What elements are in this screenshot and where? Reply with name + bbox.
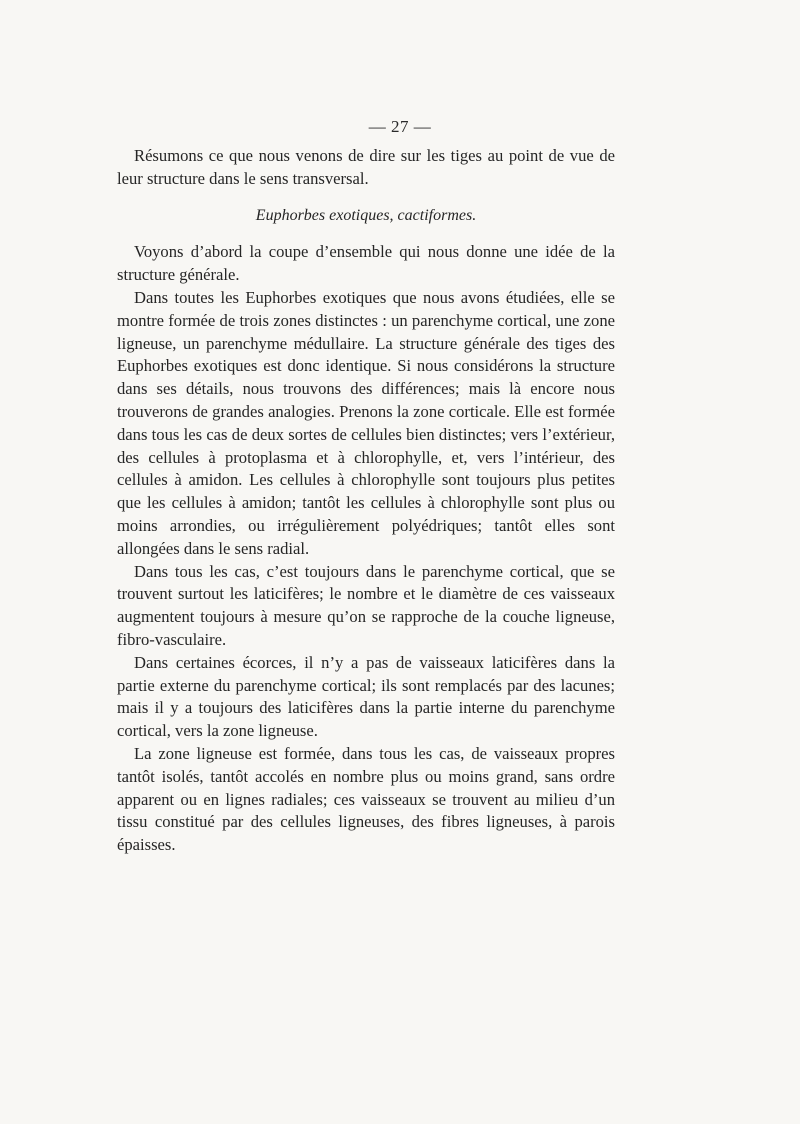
summary-paragraph: Résumons ce que nous venons de dire sur les tiges au point de vue de leur structure dans le sens transversal. [117,146,615,188]
section-heading: Euphorbes exotiques, cactiformes. [255,206,477,224]
paragraph-1: Voyons d’abord la coupe d’ensemble qui nous donne une idée de la structure générale. [117,242,615,285]
page-number: — 27 — [368,117,432,136]
paragraph-3: Dans tous les cas, c’est toujours dans le parenchyme cortical, que se trouvent surtout les laticifères; le nombre et le diamètre de ces vaisseaux augmentent toujours à mesure qu’on se rapproche de la couche ligneuse, fibro-vasculaire. [117,561,615,649]
paragraph-5: La zone ligneuse est formée, dans tous les cas, de vaisseaux propres tantôt isolés, tantôt accolés en nombre plus ou moins grand, sans ordre apparent ou en lignes radiales; ces vaisseaux se trouvent au milieu d’un tissu constitué par des cellules ligneuses, des fibres ligneuses, à parois épaisses. [117,743,615,855]
body-text [117,145,615,857]
paragraph-4: Dans certaines écorces, il n’y a pas de vaisseaux laticifères dans la partie externe du parenchyme cortical; ils sont remplacés par des lacunes; mais il y a toujours des laticifères dans la partie interne du parenchyme cortical, vers la zone ligneuse. [117,652,615,741]
paragraph-2: Dans toutes les Euphorbes exotiques que nous avons étudiées, elle se montre formée de trois zones distinctes : un parenchyme cortical, une zone ligneuse, un parenchyme médullaire. La structure générale des tiges des Euphorbes exotiques est donc identique. Si nous considérons la structure dans ses détails, nous trouvons des différences; mais là encore nous trouverons de grandes analogies. Prenons la zone corticale. Elle est formée dans tous les cas de deux sortes de cellules bien distinctes; vers l’extérieur, des cellules à protoplasma et à chlorophylle, et, vers l’intérieur, des cellules à amidon. Les cellules à chlorophylle sont toujours plus petites que les cellules à amidon; tantôt les cellules à chlorophylle sont plus ou moins arrondies, ou irrégulièrement polyédriques; tantôt elles sont allongées dans le sens radial. [117,287,615,558]
